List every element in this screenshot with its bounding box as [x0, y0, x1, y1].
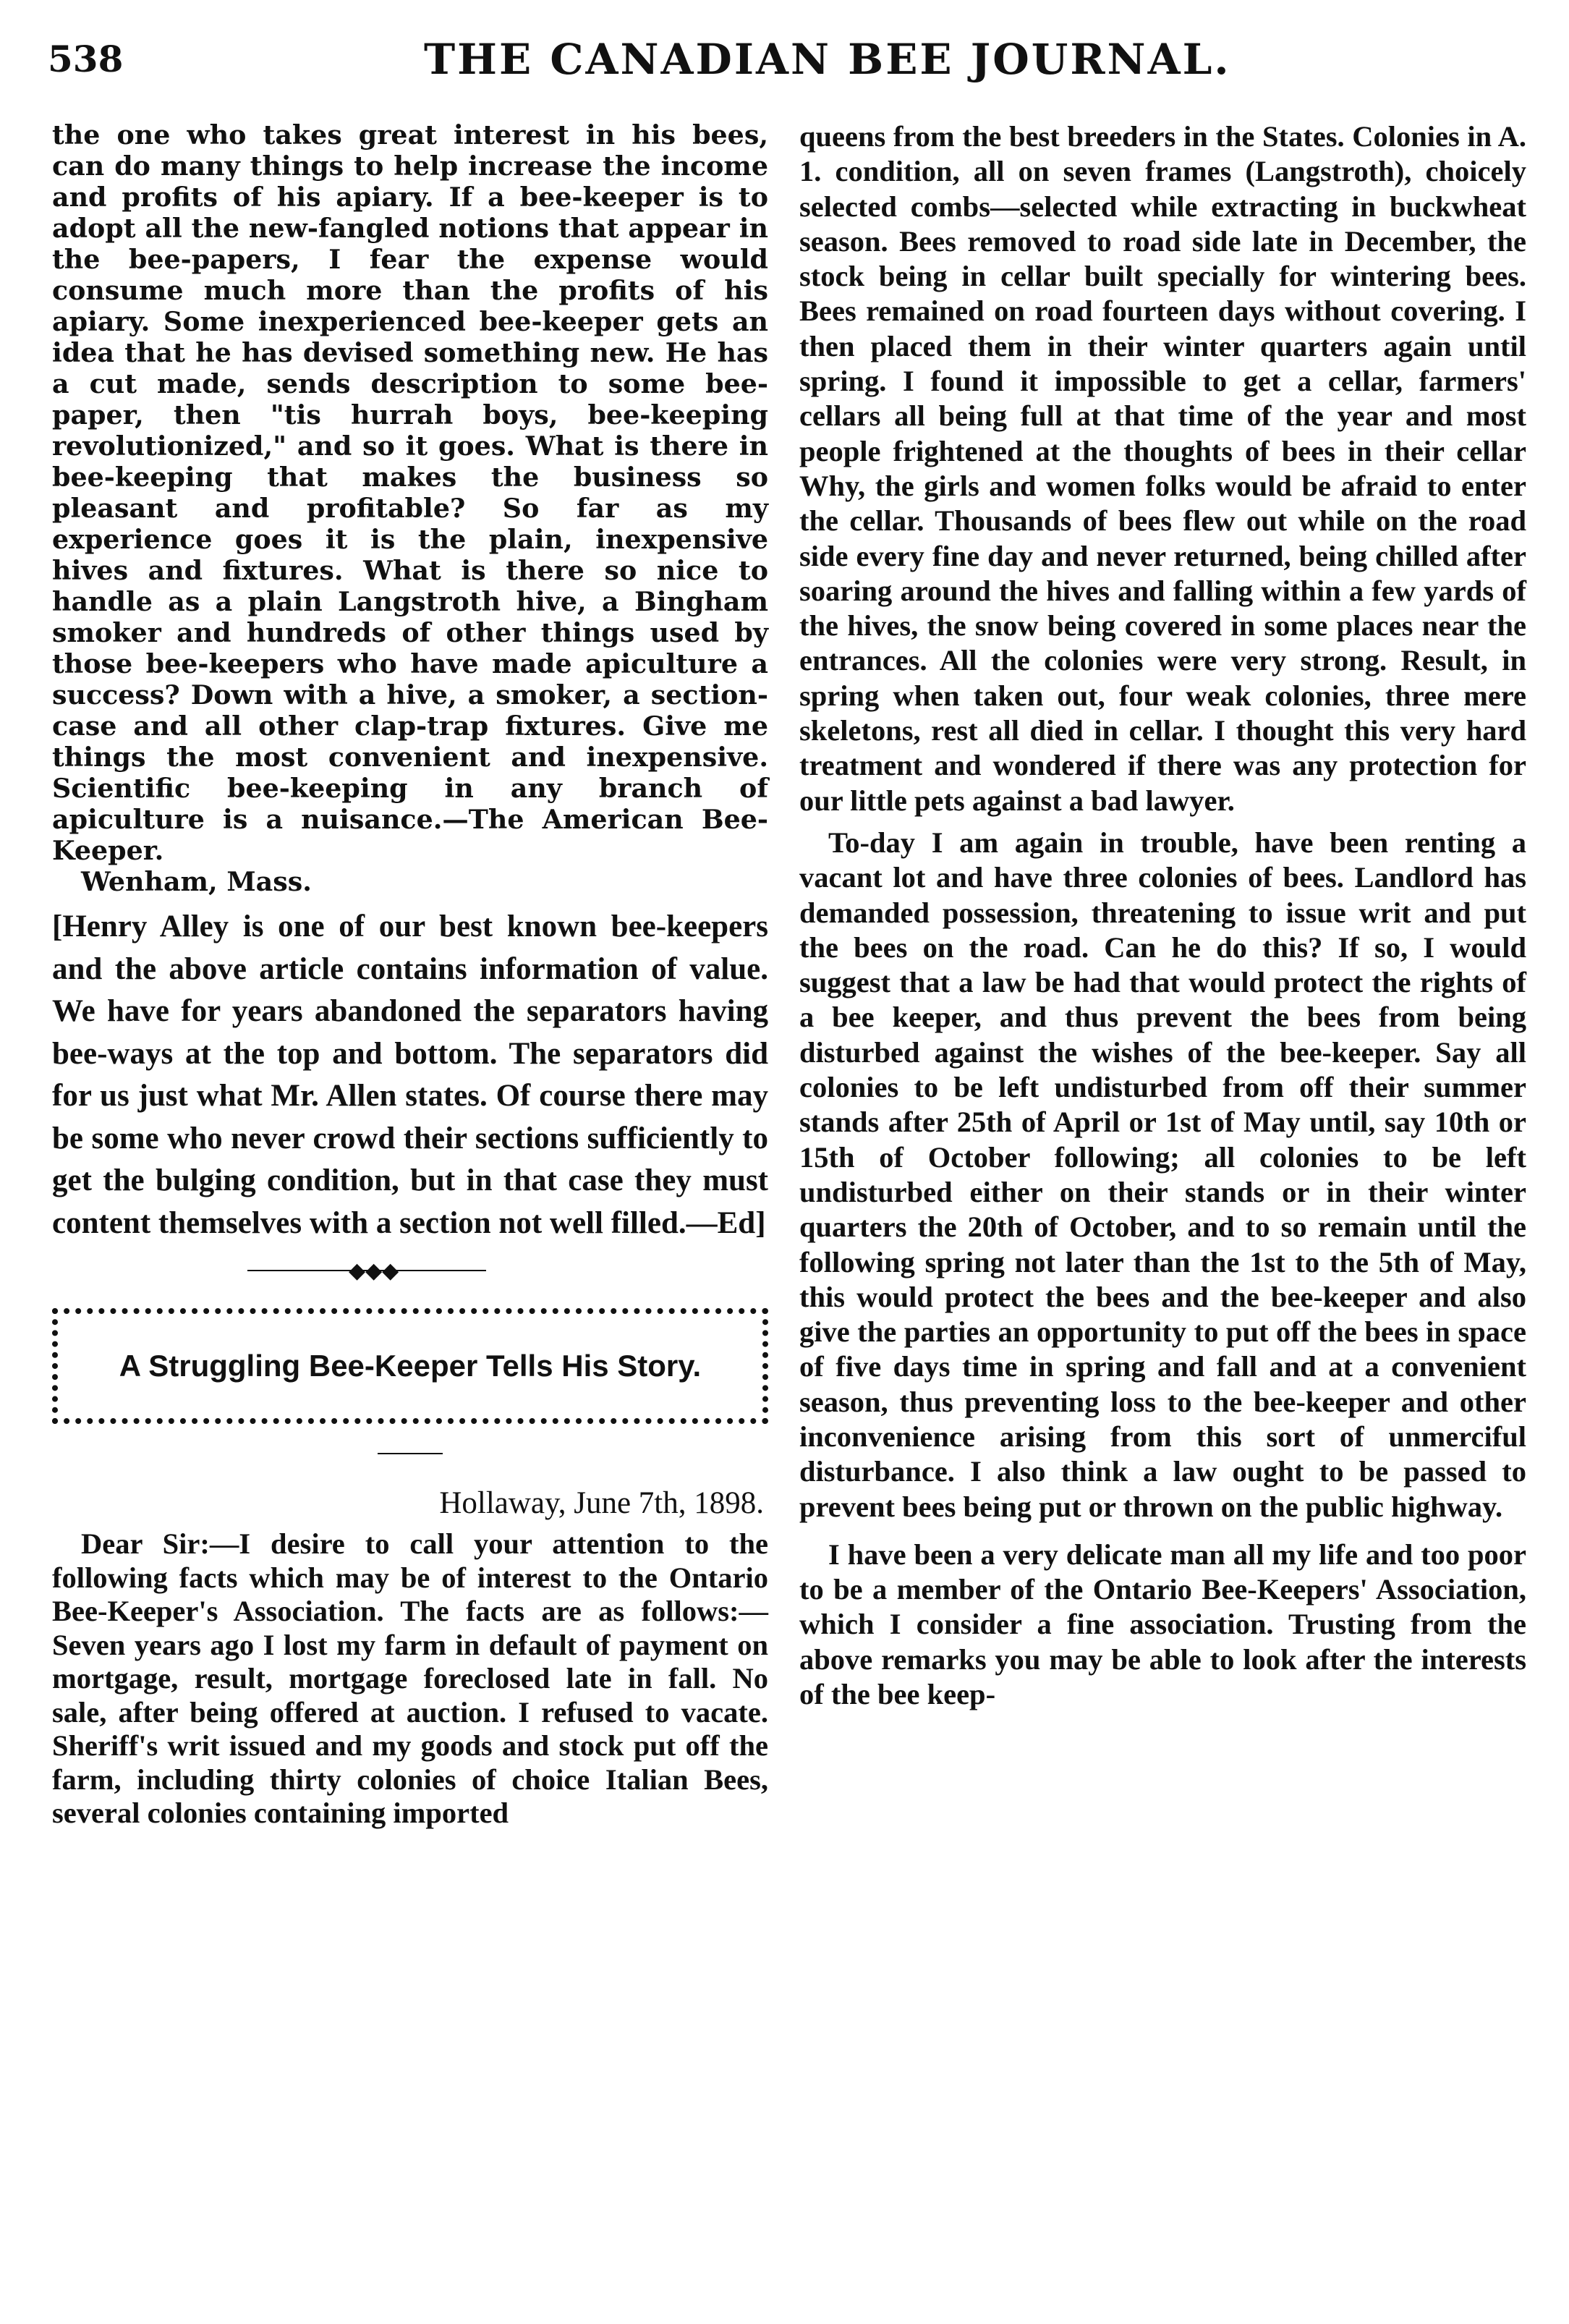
short-rule [378, 1453, 443, 1454]
running-head [48, 35, 1487, 93]
section-divider [52, 1244, 768, 1295]
article-title: A Struggling Bee-Keeper Tells His Story. [119, 1349, 702, 1383]
author-location: Wenham, Mass. [81, 866, 312, 897]
article-title-box [52, 1308, 768, 1424]
editor-note: [Henry Alley is one of our best known bee-keepers and the above article contains information of value. We have for years abandoned the separators having bee-ways at the top and bottom. The separators did for us just what Mr. Allen states. Of course there may be some who never crowd their sections sufficiently to get the bulging condition, but in that case they must content themselves with a section not well filled.—Ed] [52, 909, 768, 1240]
letter-paragraph: Dear Sir:—I desire to call your attention to the following facts which may be of interest to the Ontario Bee-Keeper's Association. The facts are as follows:— Seven years ago I lost my farm in default of payment on mortgage, result, mortgage foreclosed late in fall. No sale, after being offered at auction. I refused to vacate. Sheriff's writ issued and my goods and stock put off the farm, including thirty colonies of choice Italian Bees, several colonies containing imported [52, 1527, 768, 1829]
letter-paragraph: I have been a very delicate man all my life and too poor to be a member of the Ontario Bee-Keepers' Association, which I consider a fine association. Trusting from the above remarks you may be able to look after the interests of the bee keep- [799, 1538, 1526, 1711]
right-column [799, 119, 1526, 1712]
left-column [52, 119, 768, 1831]
page-number: 538 [48, 38, 124, 80]
divider-ornament: ◆◆◆ [349, 1258, 399, 1284]
article-continuation-paragraph: the one who takes great interest in his bees, can do many things to help increase the income and profits of his apiary. If a bee-keeper is to adopt all the new-fangled notions that appear in the bee-papers, I fear the expense would consume much more than the profits of his apiary. Some inexperienced bee-keeper gets an idea that he has devised something new. He has a cut made, sends description to some bee-paper, then "tis hurrah boys, bee-keeping revolutionized," and so it goes. What is there in bee-keeping that makes the business so pleasant and profitable? So far as my experience goes it is the plain, inexpensive hives and fixtures. What is there so nice to handle as a plain Langstroth hive, a Bingham smoker and hundreds of other things used by those bee-keepers who have made apiculture a success? Down with a hive, a smoker, a section-case and all other clap-trap fixtures. Give me things the most convenient and inexpensive. Scientific bee-keeping in any branch of apiculture is a nuisance.—The American Bee-Keeper. [52, 119, 768, 866]
letter-paragraph: To-day I am again in trouble, have been renting a vacant lot and have three colonies of bees. Landlord has demanded possession, threatening to issue writ and put the bees on the road. Can he do this? If so, I would suggest that a law be had that would protect the rights of a bee keeper, and thus prevent the bees from being disturbed against the wishes of the bee-keeper. Say all colonies to be left undisturbed from off their summer stands after 25th of April or 1st of May until, say 10th or 15th of October following; all colonies to be left undisturbed either on their stands or in their winter quarters the 20th of October, and to so remain until the following spring not later than the 1st to the 5th of May, this would protect the bees and the bee-keeper and also give the parties an opportunity to put off the bees in space of five days time in spring and fall and at a convenient season, thus preventing loss to the bee-keeper and other inconvenience arising from this sort of unmerciful disturbance. I also think a law ought to be passed to prevent bees being put or thrown on the public highway. [799, 826, 1526, 1523]
letter-paragraph: queens from the best breeders in the States. Colonies in A. 1. condition, all on seven frames (Langstroth), choicely selected combs—selected while extracting in buckwheat season. Bees removed to road side late in December, the stock being in cellar built specially for wintering bees. Bees remained on road fourteen days without covering. I then placed them in their winter quarters again until spring. I found it impossible to get a cellar, farmers' cellars all being full at that time of the year and most people frightened at the thoughts of bees in their cellar Why, the girls and women folks would be afraid to enter the cellar. Thousands of bees flew out while on the road side every fine day and never returned, being chilled after soaring around the hives and falling within a few yards of the hives, the snow being covered in some places near the entrances. All the colonies were very strong. Result, in spring when taken out, four weak colonies, three mere skeletons, rest all died in cellar. I thought this very hard treatment and wondered if there was any protection for our little pets against a bad lawyer. [799, 120, 1526, 817]
letter-dateline: Hollaway, June 7th, 1898. [439, 1486, 764, 1520]
journal-title: THE CANADIAN BEE JOURNAL. [424, 35, 1231, 84]
